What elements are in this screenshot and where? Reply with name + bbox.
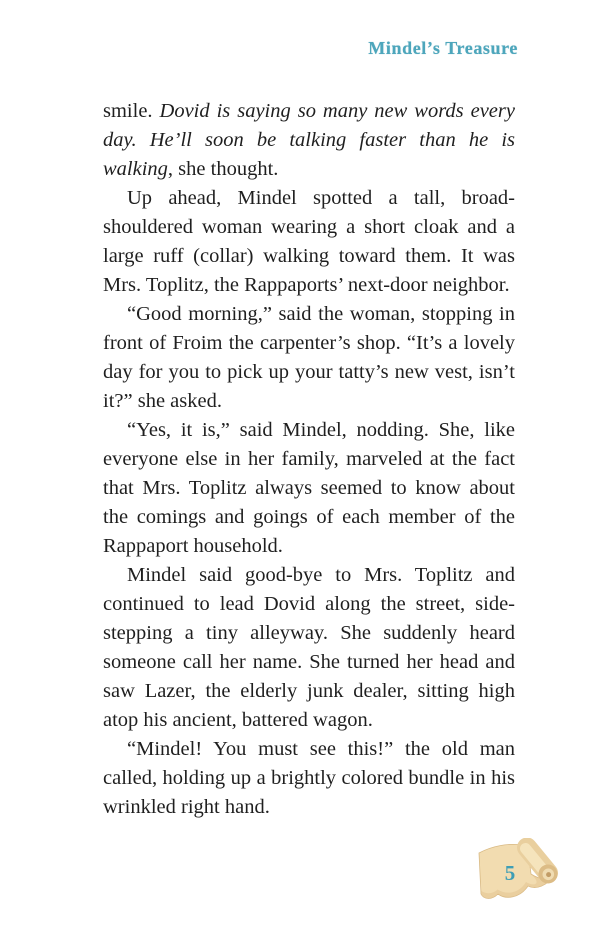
- text-run: smile.: [103, 100, 160, 122]
- text-run: “Good morning,” said the woman, stopping in front of Froim the carpenter’s shop. “It’s a lovely day for you to pick up your tatty’s new vest, isn’t it?” she asked.: [103, 303, 515, 412]
- body-text: [103, 97, 515, 822]
- text-run: Dovid is saying so many new words every day. He’ll soon be talking faster than he is walking: [103, 100, 515, 180]
- paragraph: [103, 97, 515, 184]
- running-head: Mindel’s Treasure: [368, 38, 518, 58]
- text-run: “Yes, it is,” said Mindel, nodding. She, like everyone else in her family, marveled at the fact that Mrs. Toplitz always seemed to know about the comings and goings of each member of the Rappaport household.: [103, 419, 515, 557]
- text-run: , she thought.: [167, 158, 279, 180]
- scroll-spiral-core: [546, 872, 551, 877]
- page-number: 5: [504, 861, 516, 885]
- text-run: Up ahead, Mindel spotted a tall, broad-shouldered woman wearing a short cloak and a large ruff (collar) walking toward them. It was Mrs. Toplitz, the Rappaports’ next-door neighbor.: [103, 187, 515, 296]
- paragraph: [103, 416, 515, 561]
- paragraph: [103, 561, 515, 735]
- paragraph: [103, 735, 515, 822]
- text-run: “Mindel! You must see this!” the old man called, holding up a brightly colored bundle in his wrinkled right hand.: [103, 738, 515, 818]
- text-run: Mindel said good-bye to Mrs. Toplitz and continued to lead Dovid along the street, side-stepping a tiny alleyway. She suddenly heard someone call her name. She turned her head and saw Lazer, the elderly junk dealer, sitting high atop his ancient, battered wagon.: [103, 564, 515, 731]
- paragraph: [103, 300, 515, 416]
- page-number-scroll: [470, 838, 570, 910]
- paragraph: [103, 184, 515, 300]
- parchment-scroll-icon: [470, 838, 570, 910]
